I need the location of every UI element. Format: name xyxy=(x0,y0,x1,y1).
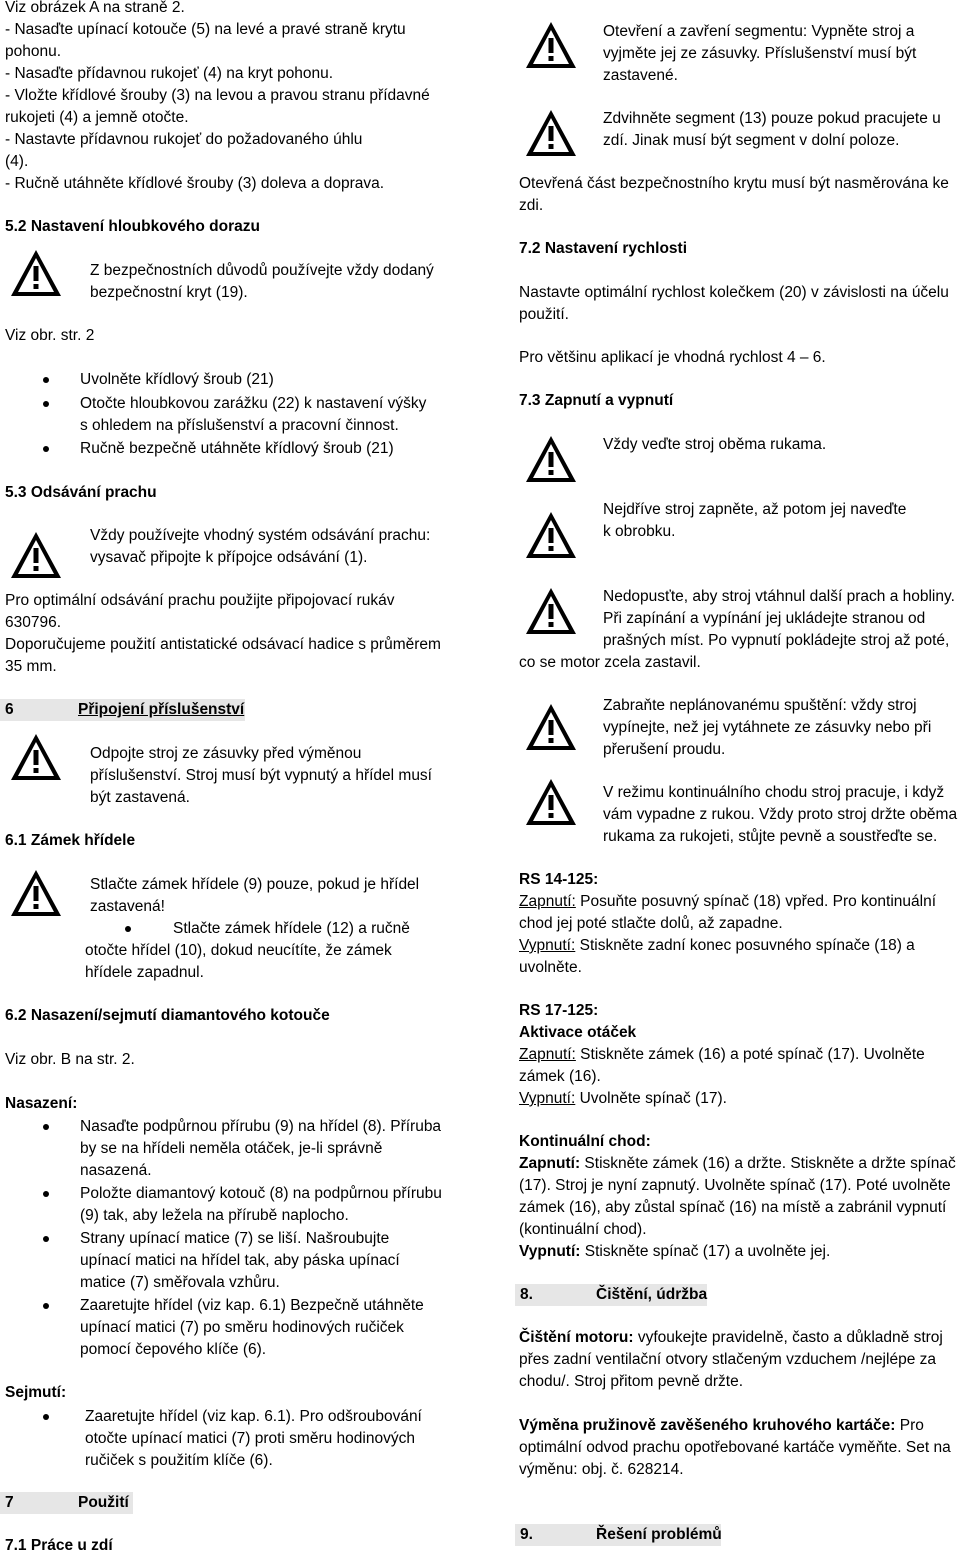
warning-text: rukama za rukojeti, stůjte pevně a soustřeďte se. xyxy=(603,828,938,845)
list-item: pomocí čepového klíče (6). xyxy=(80,1341,267,1358)
section-heading-6-2: 6.2 Nasazení/sejmutí diamantového kotouče xyxy=(5,1007,330,1024)
paragraph-line: Nastavte optimální rychlost kolečkem (20) v závislosti na účelu xyxy=(519,284,949,301)
paragraph-line xyxy=(519,891,936,913)
chapter-title: Řešení problémů xyxy=(596,1526,722,1543)
section-heading-6-1: 6.1 Zámek hřídele xyxy=(5,832,136,849)
section-heading-7-2: 7.2 Nastavení rychlosti xyxy=(519,240,687,257)
section-heading-5-3: 5.3 Odsávání prachu xyxy=(5,484,157,501)
figure-reference: Viz obr. str. 2 xyxy=(5,327,95,344)
bullet-icon xyxy=(43,377,49,383)
figure-reference: Viz obr. B na str. 2. xyxy=(5,1051,135,1068)
bullet-icon xyxy=(43,1414,49,1420)
chapter-heading-9 xyxy=(515,1524,721,1546)
warning-icon xyxy=(523,18,579,74)
warning-text: příslušenství. Stroj musí být vypnutý a hřídel musí xyxy=(90,767,432,784)
warning-text: co se motor zcela zastavil. xyxy=(519,654,701,671)
paragraph-line xyxy=(519,1241,830,1263)
chapter-heading-8 xyxy=(515,1284,707,1306)
label-vypnuti: Vypnutí: xyxy=(519,1090,576,1107)
paragraph-line xyxy=(519,1088,727,1110)
list-item: upínací matici (7) po směru hodinových ručiček xyxy=(80,1319,404,1336)
subheading-nasazeni: Nasazení: xyxy=(5,1095,78,1112)
label-zapnuti: Zapnutí: xyxy=(519,893,576,910)
intro-line: - Vložte křídlové šrouby (3) na levou a pravou stranu přídavné xyxy=(5,87,430,104)
paragraph-line: chodu/. Stroj přitom pevně držte. xyxy=(519,1373,744,1390)
warning-text: Zdvihněte segment (13) pouze pokud pracujete u xyxy=(603,110,941,127)
chapter-heading-7 xyxy=(0,1492,133,1514)
warning-text: vyjměte jej ze zásuvky. Příslušenství musí být xyxy=(603,45,917,62)
text: Stiskněte zámek (16) a poté spínač (17). Uvolněte xyxy=(575,1046,925,1063)
label-vypnuti: Vypnutí: xyxy=(519,1243,581,1260)
warning-icon xyxy=(8,528,64,584)
warning-text: přerušení proudu. xyxy=(603,741,726,758)
intro-line: - Nasaďte upínací kotouče (5) na levé a pravé straně krytu xyxy=(5,21,406,38)
paragraph-line: přes zadní ventilační otvory stlačeným vzduchem /nejlépe za xyxy=(519,1351,936,1368)
warning-icon xyxy=(8,246,64,302)
text: vyfoukejte pravidelně, často a důkladně stroj xyxy=(633,1329,943,1346)
intro-line: - Ručně utáhněte křídlové šrouby (3) doleva a doprava. xyxy=(5,175,385,192)
warning-text: k obrobku. xyxy=(603,523,676,540)
intro-line: - Nastavte přídavnou rukojeť do požadovaného úhlu xyxy=(5,131,363,148)
list-item: Položte diamantový kotouč (8) na podpůrnou přírubu xyxy=(80,1185,442,1202)
list-item: Uvolněte křídlový šroub (21) xyxy=(80,371,274,388)
warning-text: vám vypadne z rukou. Vždy proto stroj držte oběma xyxy=(603,806,958,823)
chapter-number: 6 xyxy=(5,701,14,718)
warning-icon xyxy=(8,866,64,922)
warning-text: vysavač připojte k přípojce odsávání (1). xyxy=(90,549,368,566)
list-item: hřídele zapadnul. xyxy=(85,964,204,981)
paragraph-line: optimální odvod prachu opotřebované kartáče vyměňte. Set na xyxy=(519,1439,951,1456)
chapter-number: 7 xyxy=(5,1494,14,1511)
intro-line: - Nasaďte přídavnou rukojeť (4) na kryt pohonu. xyxy=(5,65,334,82)
warning-text: vypínejte, než jej vytáhnete ze zásuvky nebo při xyxy=(603,719,932,736)
label-brush: Výměna pružinově zavěšeného kruhového kartáče: xyxy=(519,1417,896,1434)
section-heading-7-1: 7.1 Práce u zdí xyxy=(5,1537,113,1554)
text: Stiskněte zámek (16) a držte. Stiskněte a držte spínač xyxy=(580,1155,956,1172)
bullet-icon xyxy=(43,1236,49,1242)
list-item: (9) tak, aby ležela na přírubě naplocho. xyxy=(80,1207,349,1224)
list-item: ručiček s použitím klíče (6). xyxy=(85,1452,273,1469)
warning-text: prašných míst. Po vypnutí pokládejte stroj až poté, xyxy=(603,632,950,649)
list-item: upínací matici na hřídel tak, aby páska upínací xyxy=(80,1252,400,1269)
warning-icon xyxy=(523,432,579,488)
heading-rs17: RS 17-125: xyxy=(519,1002,599,1019)
warning-icon xyxy=(523,700,579,756)
paragraph-line: zdi. xyxy=(519,197,544,214)
intro-line: rukojeti (4) a jemně otočte. xyxy=(5,109,189,126)
section-heading-7-3: 7.3 Zapnutí a vypnutí xyxy=(519,392,674,409)
bullet-icon xyxy=(43,1303,49,1309)
bullet-icon xyxy=(43,446,49,452)
list-item: Zaaretujte hřídel (viz kap. 6.1). Pro odšroubování xyxy=(85,1408,422,1425)
warning-icon xyxy=(523,775,579,831)
paragraph-line: použití. xyxy=(519,306,569,323)
text: Uvolněte spínač (17). xyxy=(575,1090,727,1107)
label-motor: Čištění motoru: xyxy=(519,1329,634,1346)
subheading-aktivace: Aktivace otáček xyxy=(519,1024,637,1041)
warning-icon xyxy=(523,508,579,564)
list-item: Ručně bezpečně utáhněte křídlový šroub (21) xyxy=(80,440,394,457)
warning-text: zdí. Jinak musí být segment v dolní poloze. xyxy=(603,132,900,149)
paragraph-line: chod jej poté stlačte dolů, až zapadne. xyxy=(519,915,783,932)
text: Pro xyxy=(895,1417,924,1434)
chapter-title: Čištění, údržba xyxy=(596,1286,708,1303)
paragraph-line: výměnu: obj. č. 628214. xyxy=(519,1461,684,1478)
paragraph-line: (17). Stroj je nyní zapnutý. Uvolněte spínač (17). Poté uvolněte xyxy=(519,1177,951,1194)
bullet-icon xyxy=(125,926,131,932)
warning-text: Nejdříve stroj zapněte, až potom jej naveďte xyxy=(603,501,907,518)
list-item: Strany upínací matice (7) se liší. Našroubujte xyxy=(80,1230,390,1247)
list-item: Zaaretujte hřídel (viz kap. 6.1) Bezpečně utáhněte xyxy=(80,1297,424,1314)
warning-text: bezpečnostní kryt (19). xyxy=(90,284,248,301)
warning-text: Při zapínání a vypínání jej ukládejte stranou od xyxy=(603,610,926,627)
paragraph-line xyxy=(519,935,915,957)
chapter-heading-6 xyxy=(0,699,245,721)
section-heading-5-2: 5.2 Nastavení hloubkového dorazu xyxy=(5,218,260,235)
warning-text: Otevření a zavření segmentu: Vypněte stroj a xyxy=(603,23,915,40)
warning-text: V režimu kontinuálního chodu stroj pracuje, i když xyxy=(603,784,945,801)
paragraph-line: 35 mm. xyxy=(5,658,57,675)
list-item: nasazená. xyxy=(80,1162,152,1179)
warning-text: Vždy používejte vhodný systém odsávání prachu: xyxy=(90,527,431,544)
chapter-number: 9. xyxy=(520,1526,533,1543)
heading-continuous: Kontinuální chod: xyxy=(519,1133,651,1150)
chapter-number: 8. xyxy=(520,1286,533,1303)
paragraph-line xyxy=(519,1044,925,1066)
paragraph-line: zámek (16), aby zůstal spínač (16) na místě a zabránil vypnutí xyxy=(519,1199,947,1216)
label-vypnuti: Vypnutí: xyxy=(519,937,576,954)
list-item: Stlačte zámek hřídele (12) a ručně xyxy=(173,920,410,937)
paragraph-line xyxy=(519,1327,943,1349)
paragraph-line: Pro většinu aplikací je vhodná rychlost 4 – 6. xyxy=(519,349,826,366)
warning-text: Odpojte stroj ze zásuvky před výměnou xyxy=(90,745,362,762)
warning-text: Stlačte zámek hřídele (9) pouze, pokud je hřídel xyxy=(90,876,420,893)
paragraph-line: 630796. xyxy=(5,614,62,631)
paragraph-line: Doporučujeme použití antistatické odsávací hadice s průměrem xyxy=(5,636,441,653)
paragraph-line xyxy=(519,1415,924,1437)
bullet-icon xyxy=(43,1191,49,1197)
list-item: s ohledem na příslušenství a pracovní činnost. xyxy=(80,417,399,434)
heading-rs14: RS 14-125: xyxy=(519,871,599,888)
warning-icon xyxy=(8,730,64,786)
intro-line: (4). xyxy=(5,153,29,170)
warning-text: Z bezpečnostních důvodů používejte vždy dodaný xyxy=(90,262,434,279)
paragraph-line: Otevřená část bezpečnostního krytu musí být nasměrována ke xyxy=(519,175,949,192)
intro-line: pohonu. xyxy=(5,43,62,60)
list-item: Nasaďte podpůrnou přírubu (9) na hřídel (8). Příruba xyxy=(80,1118,442,1135)
text: Stiskněte spínač (17) a uvolněte jej. xyxy=(580,1243,831,1260)
warning-text: Nedopusťte, aby stroj vtáhnul další prach a hobliny. xyxy=(603,588,955,605)
paragraph-line: zámek (16). xyxy=(519,1068,601,1085)
warning-text: být zastavená. xyxy=(90,789,190,806)
subheading-sejmuti: Sejmutí: xyxy=(5,1384,67,1401)
warning-text: Zabraňte neplánovanému spuštění: vždy stroj xyxy=(603,697,917,714)
label-zapnuti: Zapnutí: xyxy=(519,1046,576,1063)
text: Stiskněte zadní konec posuvného spínače (18) a xyxy=(575,937,915,954)
paragraph-line: Pro optimální odsávání prachu použijte připojovací rukáv xyxy=(5,592,395,609)
list-item: otočte upínací matici (7) proti směru hodinových xyxy=(85,1430,415,1447)
paragraph-line: (kontinuální chod). xyxy=(519,1221,647,1238)
warning-text: zastavená! xyxy=(90,898,165,915)
list-item: by se na hřídeli neměla otáček, je-li správně xyxy=(80,1140,383,1157)
list-item: matice (7) směřovala vzhůru. xyxy=(80,1274,280,1291)
label-zapnuti: Zapnutí: xyxy=(519,1155,581,1172)
bullet-icon xyxy=(43,401,49,407)
text: Posuňte posuvný spínač (18) vpřed. Pro kontinuální xyxy=(575,893,937,910)
chapter-title: Použití xyxy=(78,1494,129,1511)
list-item: otočte hřídel (10), dokud neucítíte, že zámek xyxy=(85,942,392,959)
warning-icon xyxy=(523,106,579,162)
warning-text: Vždy veďte stroj oběma rukama. xyxy=(603,436,827,453)
warning-text: zastavené. xyxy=(603,67,678,84)
intro-line: Viz obrázek A na straně 2. xyxy=(5,0,185,16)
warning-icon xyxy=(523,584,579,640)
list-item: Otočte hloubkovou zarážku (22) k nastavení výšky xyxy=(80,395,427,412)
chapter-title: Připojení příslušenství xyxy=(78,701,245,718)
paragraph-line xyxy=(519,1153,956,1175)
bullet-icon xyxy=(43,1124,49,1130)
paragraph-line: uvolněte. xyxy=(519,959,582,976)
